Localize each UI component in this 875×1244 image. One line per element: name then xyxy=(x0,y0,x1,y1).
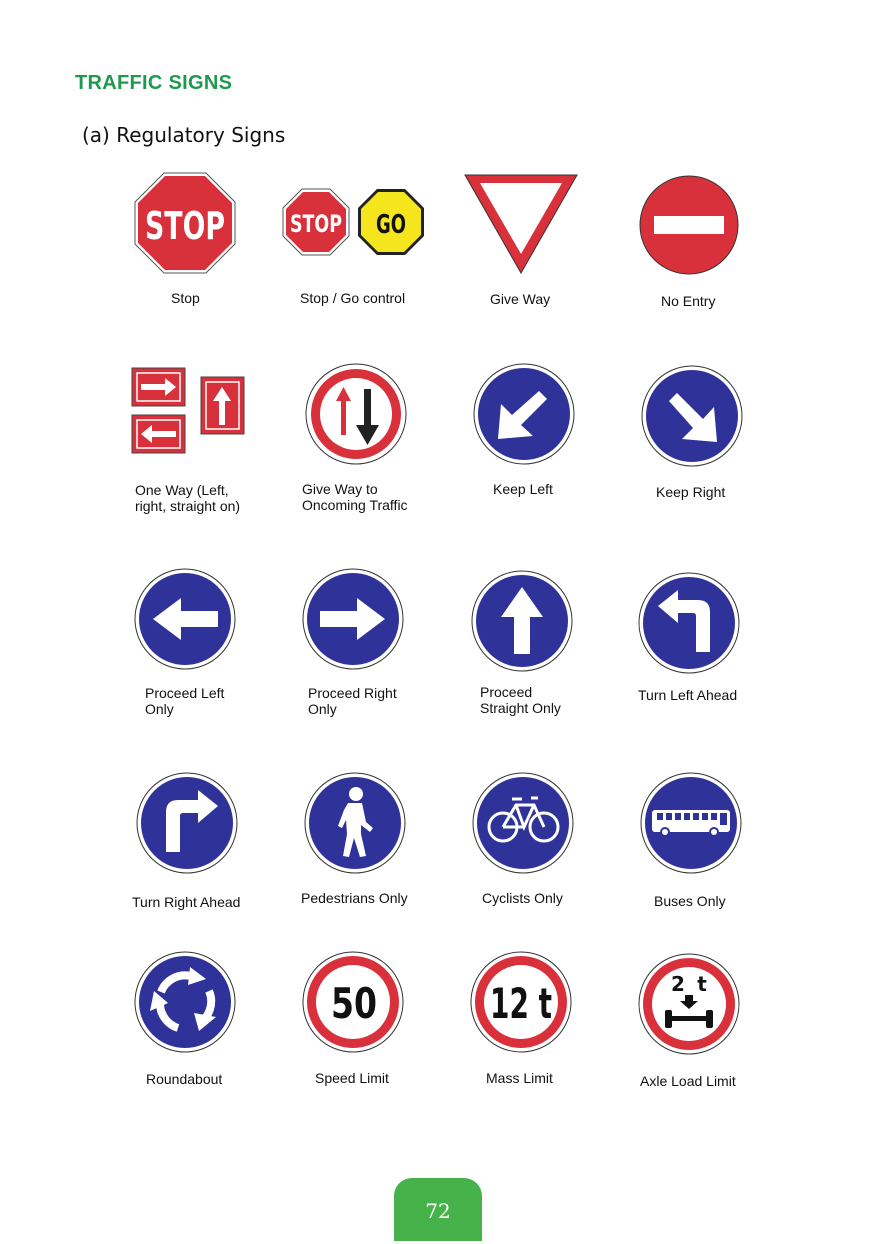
sign-caption: Turn Right Ahead xyxy=(132,894,241,910)
buses-only-sign-icon xyxy=(640,772,742,874)
section-heading: TRAFFIC SIGNS xyxy=(75,72,233,94)
turn-left-ahead-sign-icon xyxy=(638,572,740,674)
svg-text:GO: GO xyxy=(376,210,406,240)
sign-caption: Give Way to Oncoming Traffic xyxy=(302,481,408,513)
stop-sign-icon xyxy=(134,172,236,274)
svg-text:STOP: STOP xyxy=(290,210,342,238)
sign-caption: Cyclists Only xyxy=(482,890,563,906)
svg-text:t: t xyxy=(697,972,707,996)
sign-caption: Roundabout xyxy=(146,1071,223,1087)
svg-text:STOP: STOP xyxy=(145,204,225,248)
sign-caption: Speed Limit xyxy=(315,1070,389,1086)
stop-go-control-sign-icon xyxy=(283,188,425,256)
svg-text:2: 2 xyxy=(671,972,685,996)
sign-caption: Axle Load Limit xyxy=(640,1073,736,1089)
proceed-straight-sign-icon xyxy=(471,570,573,672)
sign-caption: Mass Limit xyxy=(486,1070,553,1086)
keep-right-sign-icon xyxy=(641,365,743,467)
sign-caption: Proceed Left Only xyxy=(145,685,225,717)
speed-limit-sign-icon xyxy=(302,951,404,1053)
sign-caption: Give Way xyxy=(490,291,551,307)
sign-caption: One Way (Left, right, straight on) xyxy=(135,482,241,514)
one-way-sign-icon xyxy=(131,367,245,455)
give-way-sign-icon xyxy=(464,174,578,274)
cyclists-only-sign-icon xyxy=(472,772,574,874)
no-entry-sign-icon xyxy=(639,175,739,275)
turn-right-ahead-sign-icon xyxy=(136,772,238,874)
sign-caption: Turn Left Ahead xyxy=(638,687,738,703)
pedestrians-only-sign-icon xyxy=(304,772,406,874)
sign-caption: Proceed Right Only xyxy=(308,685,397,717)
sign-caption: Stop / Go control xyxy=(300,290,406,306)
sign-caption: Buses Only xyxy=(654,893,726,909)
sign-caption: Stop xyxy=(171,290,200,306)
mass-limit-sign-icon xyxy=(470,951,572,1053)
axle-load-limit-sign-icon xyxy=(638,953,740,1055)
sign-caption: Proceed Straight Only xyxy=(480,684,561,716)
subsection-heading: (a) Regulatory Signs xyxy=(82,123,286,147)
sign-caption: Pedestrians Only xyxy=(301,890,408,906)
proceed-left-sign-icon xyxy=(134,568,236,670)
roundabout-sign-icon xyxy=(134,951,236,1053)
page-number: 72 xyxy=(394,1178,482,1241)
svg-text:50: 50 xyxy=(331,979,377,1028)
give-way-oncoming-sign-icon xyxy=(305,363,407,465)
svg-text:12 t: 12 t xyxy=(490,979,552,1028)
proceed-right-sign-icon xyxy=(302,568,404,670)
sign-caption: Keep Left xyxy=(493,481,553,497)
sign-caption: Keep Right xyxy=(656,484,726,500)
keep-left-sign-icon xyxy=(473,363,575,465)
sign-caption: No Entry xyxy=(661,293,716,309)
